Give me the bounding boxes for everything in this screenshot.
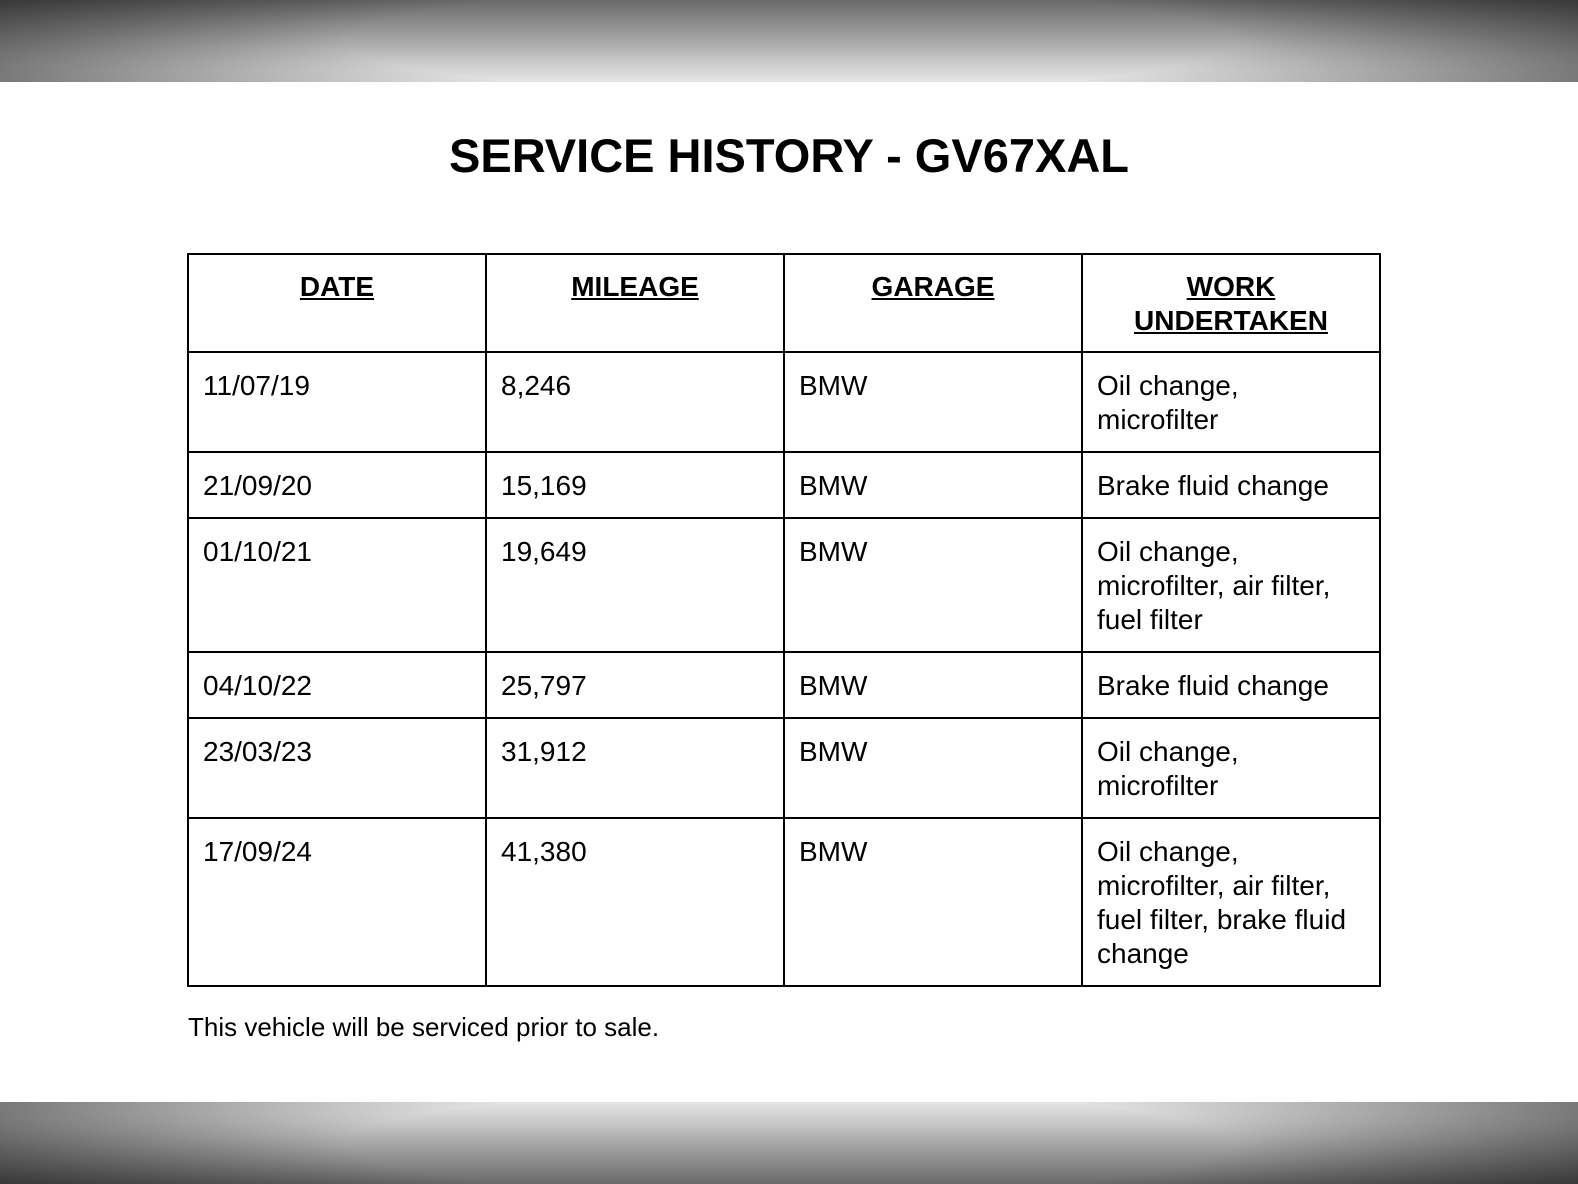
cell-garage: BMW — [784, 352, 1082, 452]
cell-garage: BMW — [784, 518, 1082, 652]
table-row — [188, 352, 1380, 452]
cell-mileage: 25,797 — [486, 652, 784, 718]
cell-garage: BMW — [784, 818, 1082, 986]
cell-mileage: 15,169 — [486, 452, 784, 518]
cell-date: 23/03/23 — [188, 718, 486, 818]
top-shadow-band — [0, 0, 1578, 82]
cell-work: Oil change, microfilter — [1082, 718, 1380, 818]
table-row — [188, 718, 1380, 818]
cell-work: Oil change, microfilter — [1082, 352, 1380, 452]
cell-date: 17/09/24 — [188, 818, 486, 986]
cell-date: 21/09/20 — [188, 452, 486, 518]
cell-mileage: 19,649 — [486, 518, 784, 652]
cell-date: 04/10/22 — [188, 652, 486, 718]
cell-garage: BMW — [784, 718, 1082, 818]
cell-work: Brake fluid change — [1082, 452, 1380, 518]
cell-mileage: 31,912 — [486, 718, 784, 818]
cell-garage: BMW — [784, 452, 1082, 518]
cell-mileage: 41,380 — [486, 818, 784, 986]
column-header-mileage: MILEAGE — [486, 254, 784, 352]
service-history-table — [187, 253, 1381, 987]
cell-mileage: 8,246 — [486, 352, 784, 452]
page-title: SERVICE HISTORY - GV67XAL — [449, 129, 1129, 182]
cell-garage: BMW — [784, 652, 1082, 718]
cell-work: Oil change, microfilter, air filter, fuel filter — [1082, 518, 1380, 652]
column-header-work-undertaken: WORK UNDERTAKEN — [1082, 254, 1380, 352]
table-row — [188, 818, 1380, 986]
footnote: This vehicle will be serviced prior to sale. — [188, 1012, 660, 1042]
cell-date: 01/10/21 — [188, 518, 486, 652]
cell-work: Oil change, microfilter, air filter, fuel filter, brake fluid change — [1082, 818, 1380, 986]
table-row — [188, 652, 1380, 718]
bottom-shadow-band — [0, 1102, 1578, 1184]
table-header-row — [188, 254, 1380, 352]
cell-work: Brake fluid change — [1082, 652, 1380, 718]
table-row — [188, 452, 1380, 518]
column-header-date: DATE — [188, 254, 486, 352]
cell-date: 11/07/19 — [188, 352, 486, 452]
table-row — [188, 518, 1380, 652]
column-header-garage: GARAGE — [784, 254, 1082, 352]
